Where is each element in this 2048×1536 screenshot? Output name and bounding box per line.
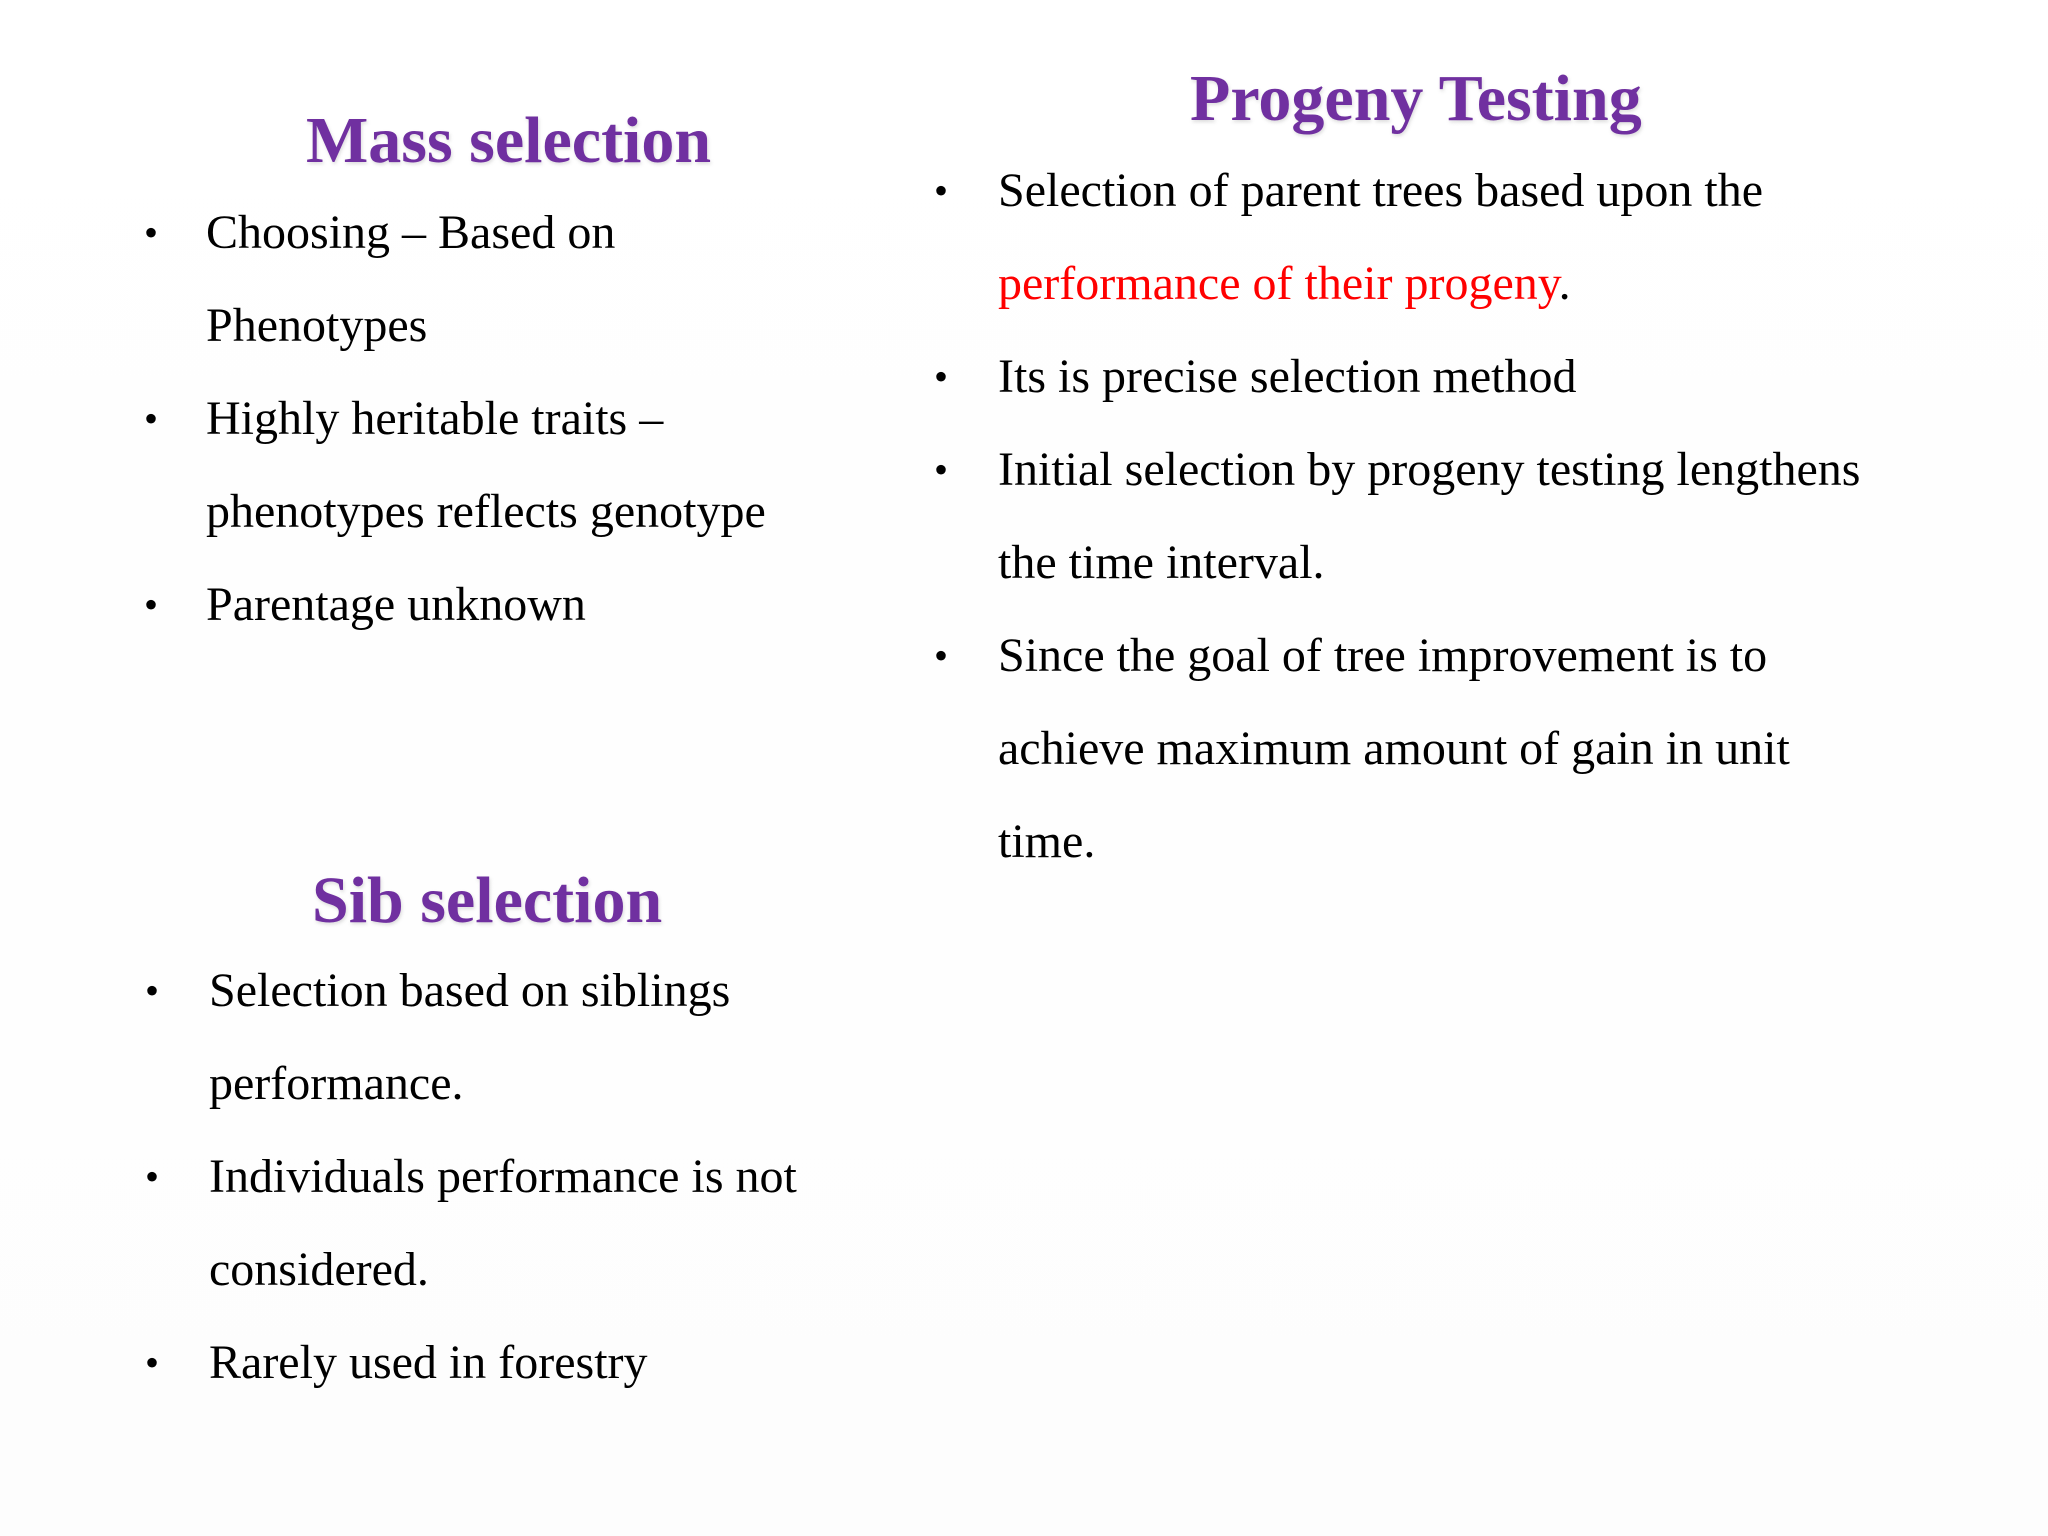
sib-selection-list <box>145 944 869 1409</box>
list-item <box>934 609 1898 888</box>
list-item-text <box>998 144 1898 330</box>
bullet-icon: • <box>934 447 949 492</box>
list-item-text: Parentage unknown <box>206 578 586 631</box>
list-item <box>934 423 1898 609</box>
bullet-icon: • <box>934 354 949 399</box>
progeny-testing-heading: Progeny Testing <box>1190 62 1642 135</box>
list-item-text: Its is precise selection method <box>998 350 1577 403</box>
text-segment: Selection of parent trees based upon the <box>998 164 1764 217</box>
list-item <box>145 944 869 1130</box>
bullet-icon: • <box>144 210 159 255</box>
mass-selection-list <box>144 186 846 651</box>
bullet-icon: • <box>934 633 949 678</box>
list-item <box>145 1316 869 1409</box>
list-item <box>145 1130 869 1316</box>
list-item-text: Selection based on siblings performance. <box>209 964 731 1110</box>
text-segment: . <box>1558 257 1571 310</box>
sib-selection-heading: Sib selection <box>312 864 663 937</box>
list-item-text: Rarely used in forestry <box>209 1336 648 1389</box>
list-item-text: Choosing – Based on Phenotypes <box>206 206 616 352</box>
list-item <box>144 372 846 558</box>
list-item <box>934 144 1898 330</box>
list-item <box>144 558 846 651</box>
list-item <box>144 186 846 372</box>
highlighted-phrase: performance of their progeny <box>998 257 1559 310</box>
list-item-text: Since the goal of tree improvement is to achieve maximum amount of gain in unit time. <box>998 629 1790 868</box>
list-item-text: Individuals performance is not considered. <box>209 1150 797 1296</box>
mass-selection-heading: Mass selection <box>306 104 712 177</box>
list-item-text: Initial selection by progeny testing lengthens the time interval. <box>998 443 1861 589</box>
progeny-testing-list <box>934 144 1898 888</box>
list-item-text: Highly heritable traits – phenotypes reflects genotype <box>206 392 766 538</box>
bullet-icon: • <box>934 168 949 213</box>
list-item <box>934 330 1898 423</box>
bullet-icon: • <box>145 1340 160 1385</box>
bullet-icon: • <box>144 396 159 441</box>
bullet-icon: • <box>145 968 160 1013</box>
bullet-icon: • <box>145 1154 160 1199</box>
bullet-icon: • <box>144 582 159 627</box>
